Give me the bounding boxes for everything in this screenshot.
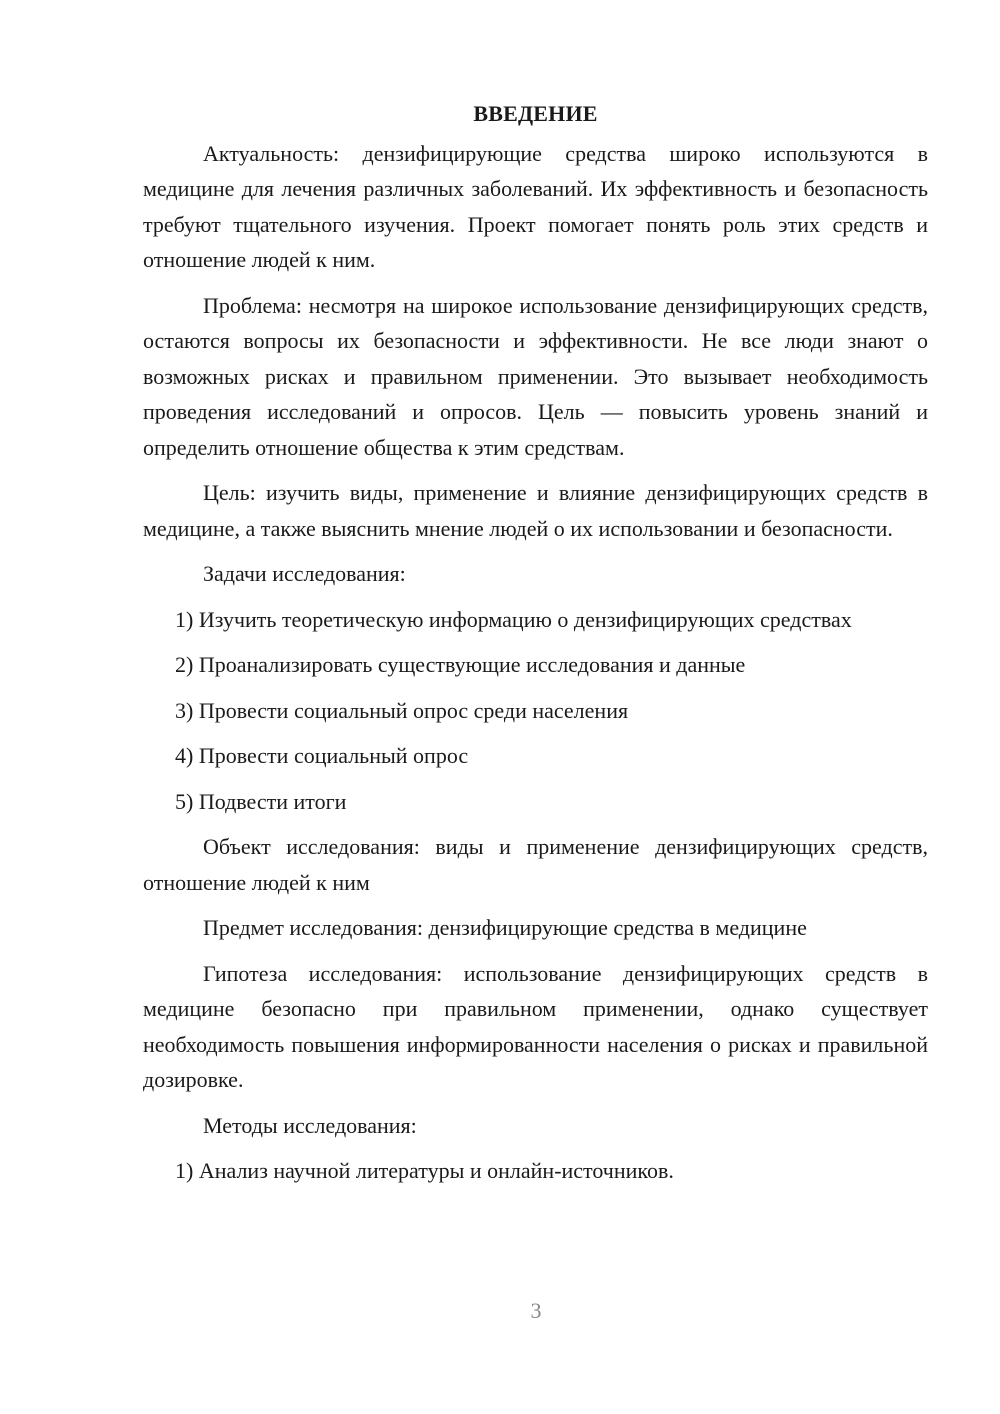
task-item-5: 5) Подвести итоги xyxy=(175,788,347,814)
subject-paragraph: Предмет исследования: дензифицирующие средства в медицине xyxy=(203,915,807,940)
method-item-1: 1) Анализ научной литературы и онлайн-источников. xyxy=(175,1158,674,1183)
problem-paragraph: Проблема: несмотря на широкое использование дензифицирующих средств, остаются вопросы их безопасности и эффективности. Не все люди знают о возможных рисках и правильном применении. Это вызывает необходимость проведения исследований и опросов. Цель — повысить уровень знаний и определить отношение общества к этим средствам. xyxy=(143,292,928,460)
section-heading: ВВЕДЕНИЕ xyxy=(473,101,598,126)
goal-paragraph: Цель: изучить виды, применение и влияние дензифицирующих средств в медицине, а также выяснить мнение людей о их использовании и безопасности. xyxy=(143,480,928,541)
text-column xyxy=(143,96,928,1199)
methods-title: Методы исследования: xyxy=(203,1112,417,1138)
page-number: 3 xyxy=(530,1298,542,1323)
task-item-3: 3) Провести социальный опрос среди населения xyxy=(175,697,629,723)
task-item-1: 1) Изучить теоретическую информацию о дензифицирующих средствах xyxy=(175,606,852,632)
task-item-4: 4) Провести социальный опрос xyxy=(175,743,469,768)
tasks-title: Задачи исследования: xyxy=(203,561,406,586)
relevance-paragraph: Актуальность: дензифицирующие средства широко используются в медицине для лечения различных заболеваний. Их эффективность и безопасность требуют тщательного изучения. Проект помогает понять роль этих средств и отношение людей к ним. xyxy=(143,140,928,272)
task-item-2: 2) Проанализировать существующие исследования и данные xyxy=(175,652,746,677)
hypothesis-paragraph: Гипотеза исследования: использование дензифицирующих средств в медицине безопасно при правильном применении, однако существует необходимость повышения информированности населения о рисках и правильной дозировке. xyxy=(143,960,928,1092)
object-paragraph: Объект исследования: виды и применение дензифицирующих средств, отношение людей к ним xyxy=(143,834,928,895)
